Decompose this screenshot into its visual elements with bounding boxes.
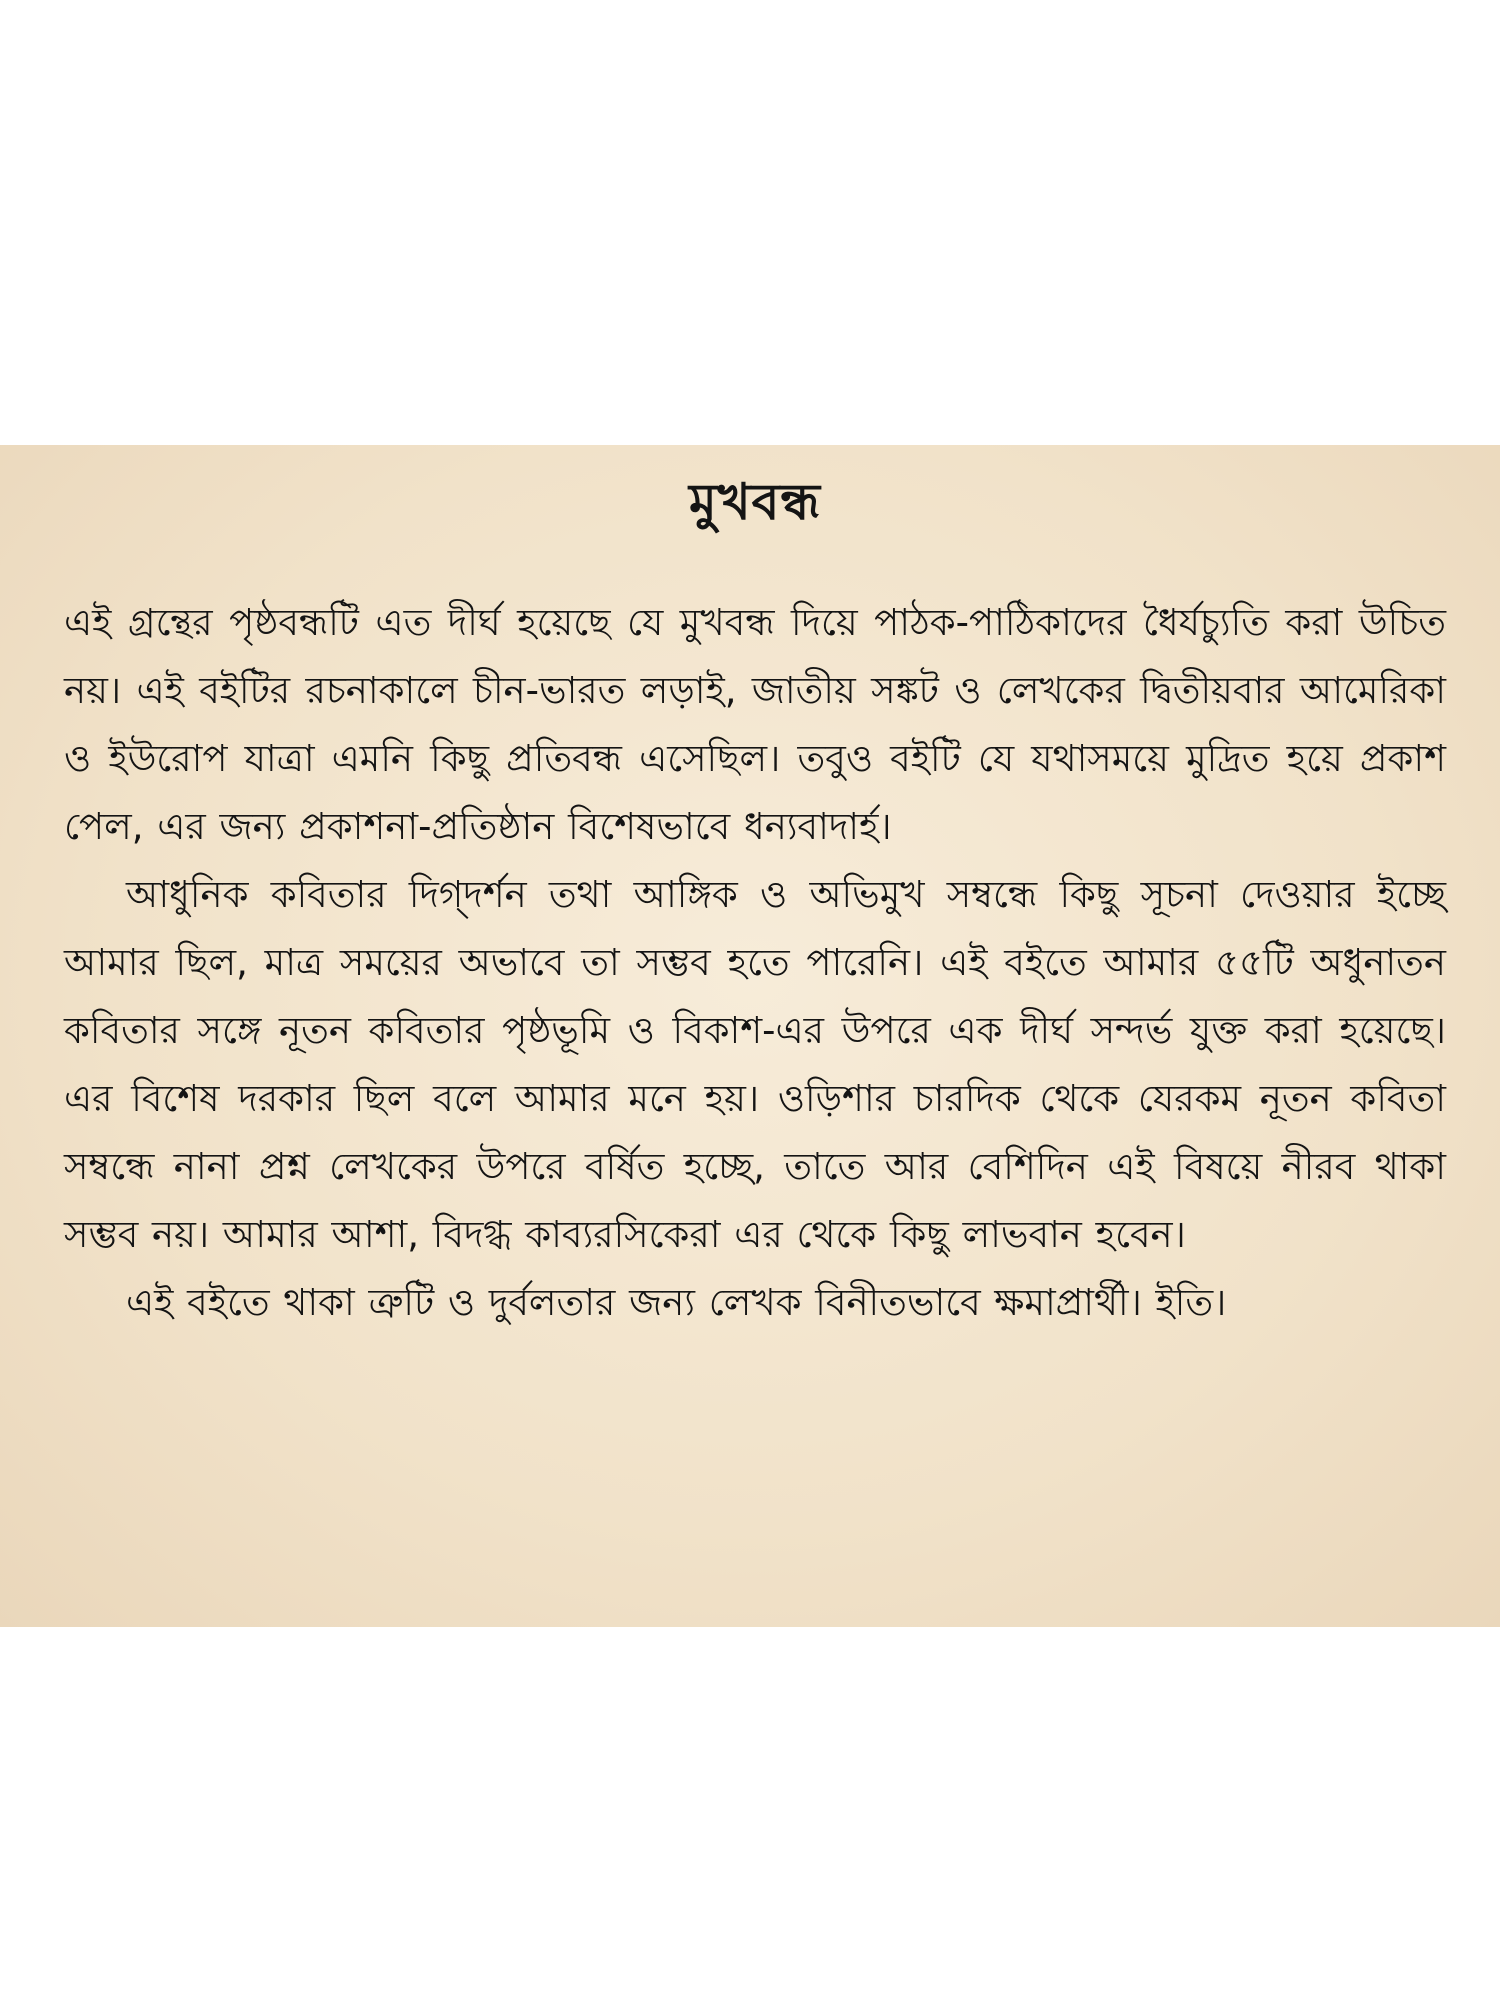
paragraph-3: এই বইতে থাকা ত্রুটি ও দুর্বলতার জন্য লেখক বিনীতভাবে ক্ষমাপ্রার্থী। ইতি।: [126, 1281, 1227, 1324]
paragraph-2: আধুনিক কবিতার দিগ্‌দর্শন তথা আঙ্গিক ও অভিমুখ সম্বন্ধে কিছু সূচনা দেওয়ার ইচ্ছে আমার ছিল, মাত্র সময়ের অভাবে তা সম্ভব হতে পারেনি। এই বইতে আমার ৫৫টি অধুনাতন কবিতার সঙ্গে নূতন কবিতার পৃষ্ঠভূমি ও বিকাশ-এর উপরে এক দীর্ঘ সন্দর্ভ যুক্ত করা হয়েছে। এর বিশেষ দরকার ছিল বলে আমার মনে হয়। ওড়িশার চারদিক থেকে যেরকম নূতন কবিতা সম্বন্ধে নানা প্রশ্ন লেখকের উপরে বর্ষিত হচ্ছে, তাতে আর বেশিদিন এই বিষয়ে নীরব থাকা সম্ভব নয়। আমার আশা, বিদগ্ধ কাব্যরসিকেরা এর থেকে কিছু লাভবান হবেন।: [64, 873, 1446, 1256]
paragraph-1: এই গ্রন্থের পৃষ্ঠবন্ধটি এত দীর্ঘ হয়েছে যে মুখবন্ধ দিয়ে পাঠক-পাঠিকাদের ধৈর্যচ্যুতি করা উচিত নয়। এই বইটির রচনাকালে চীন-ভারত লড়াই, জাতীয় সঙ্কট ও লেখকের দ্বিতীয়বার আমেরিকা ও ইউরোপ যাত্রা এমনি কিছু প্রতিবন্ধ এসেছিল। তবুও বইটি যে যথাসময়ে মুদ্রিত হয়ে প্রকাশ পেল, এর জন্য প্রকাশনা-প্রতিষ্ঠান বিশেষভাবে ধন্যবাদার্হ।: [64, 601, 1446, 848]
scanned-page: [0, 445, 1500, 1627]
page-title: মুখবন্ধ: [688, 473, 822, 531]
